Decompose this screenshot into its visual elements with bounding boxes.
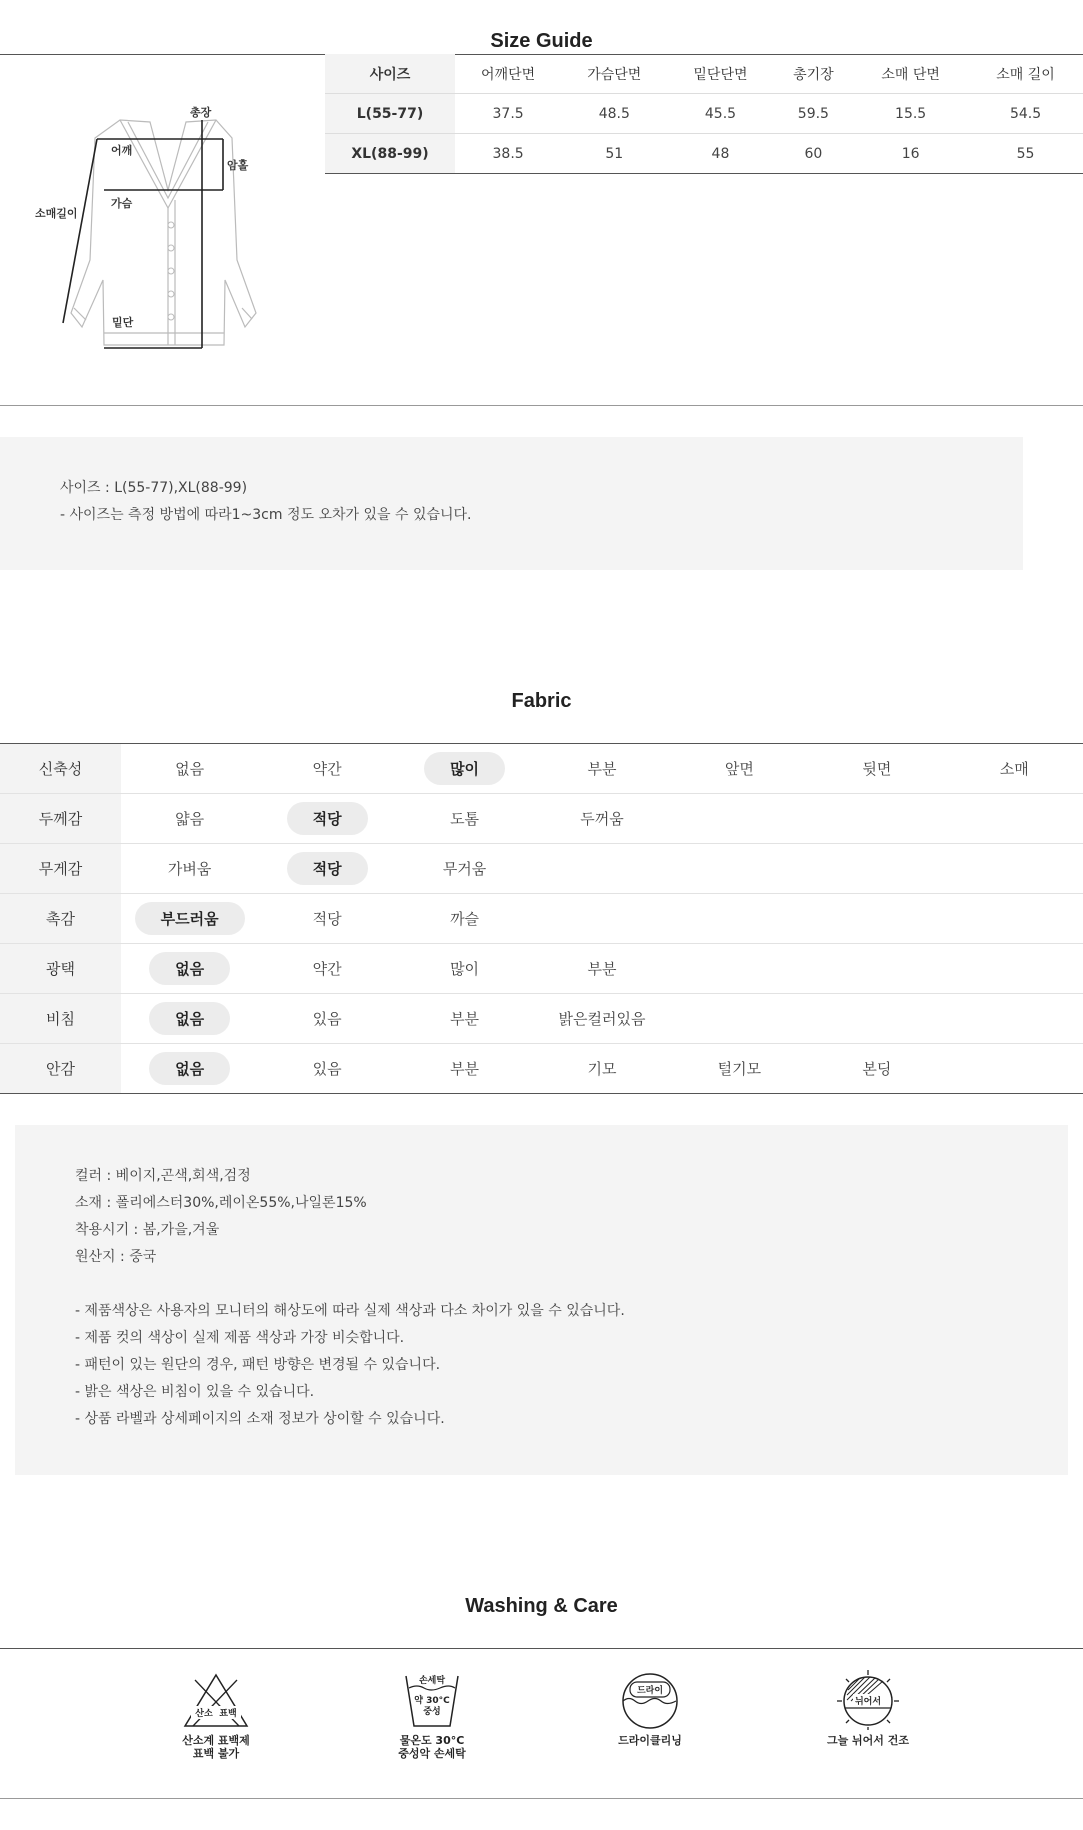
fabric-option: 앞면 <box>724 760 754 778</box>
label-armhole: 암홀 <box>227 159 249 172</box>
disclaimer-line: - 제품 컷의 색상이 실제 제품 색상과 가장 비슷합니다. <box>75 1330 405 1346</box>
fabric-info-line: 컬러 : 베이지,곤색,회색,검정 <box>75 1168 251 1184</box>
fabric-row-label: 안감 <box>0 1044 121 1094</box>
table-cell: 38.5 <box>455 134 561 174</box>
fabric-row-label: 신축성 <box>0 744 121 794</box>
label-shoulder: 어깨 <box>111 144 133 157</box>
fabric-option-cell <box>258 894 395 944</box>
header-sleeve-width: 소매 단면 <box>853 54 968 94</box>
table-cell: 60 <box>774 134 854 174</box>
fabric-option-cell <box>121 1044 258 1094</box>
header-chest: 가슴단면 <box>561 54 667 94</box>
fabric-info-line: 착용시기 : 봄,가을,겨울 <box>75 1222 220 1238</box>
size-table <box>325 54 1083 174</box>
label-total-length: 총장 <box>190 106 212 119</box>
divider <box>0 405 1083 406</box>
fabric-option-cell <box>808 744 945 794</box>
size-table-header <box>325 54 1083 94</box>
dry-clean-icon <box>615 1670 685 1730</box>
header-length: 총기장 <box>774 54 854 94</box>
fabric-option-cell <box>671 844 808 894</box>
fabric-row-label: 촉감 <box>0 894 121 944</box>
size-note-line: 사이즈 : L(55-77),XL(88-99) <box>60 480 248 496</box>
fabric-row-label: 무게감 <box>0 844 121 894</box>
flat-dry-shade-icon <box>833 1670 903 1730</box>
fabric-option-cell <box>121 744 258 794</box>
fabric-option-cell <box>121 894 258 944</box>
fabric-row <box>0 894 1083 944</box>
fabric-option-cell <box>946 794 1083 844</box>
fabric-option-selected: 적당 <box>287 852 368 885</box>
fabric-option-cell <box>808 844 945 894</box>
fabric-option-cell <box>533 794 670 844</box>
fabric-option-cell <box>533 1044 670 1094</box>
header-sleeve-length: 소매 길이 <box>968 54 1083 94</box>
fabric-option-cell <box>258 1044 395 1094</box>
icon-text: 약 30°C <box>414 1696 450 1706</box>
fabric-option: 있음 <box>312 1010 342 1028</box>
fabric-option-selected: 없음 <box>149 1052 230 1085</box>
icon-text: 중성 <box>423 1707 441 1717</box>
fabric-option-cell <box>121 844 258 894</box>
fabric-option-cell <box>946 944 1083 994</box>
fabric-option: 털기모 <box>717 1060 762 1078</box>
fabric-option: 약간 <box>312 760 342 778</box>
fabric-option: 소매 <box>999 760 1029 778</box>
icon-text: 드라이 <box>636 1686 664 1696</box>
fabric-option-cell <box>396 794 533 844</box>
table-cell: 48.5 <box>561 94 667 134</box>
table-row <box>325 134 1083 174</box>
header-size: 사이즈 <box>325 54 455 94</box>
fabric-option-selected: 부드러움 <box>135 902 245 935</box>
fabric-option-selected: 없음 <box>149 952 230 985</box>
garment-diagram <box>20 90 300 370</box>
fabric-option-cell <box>808 794 945 844</box>
fabric-option: 까슬 <box>450 910 480 928</box>
fabric-option-cell <box>946 844 1083 894</box>
fabric-option-cell <box>258 944 395 994</box>
fabric-option-selected: 많이 <box>424 752 505 785</box>
care-caption: 드라이클리닝 <box>618 1734 682 1747</box>
fabric-title: Fabric <box>511 690 572 712</box>
divider <box>0 1648 1083 1649</box>
table-cell: 48 <box>667 134 773 174</box>
fabric-row-label: 비침 <box>0 994 121 1044</box>
size-note-line: - 사이즈는 측정 방법에 따라1~3cm 정도 오차가 있을 수 있습니다. <box>60 507 472 523</box>
fabric-option-cell <box>671 794 808 844</box>
washing-title: Washing & Care <box>465 1595 618 1617</box>
fabric-option-cell <box>533 844 670 894</box>
fabric-option-cell <box>396 994 533 1044</box>
fabric-option: 적당 <box>312 910 342 928</box>
fabric-option: 밝은컬러있음 <box>558 1010 646 1028</box>
fabric-table <box>0 744 1083 1094</box>
fabric-option-cell <box>533 744 670 794</box>
fabric-option-cell <box>396 744 533 794</box>
fabric-option-cell <box>946 894 1083 944</box>
care-caption: 그늘 뉘어서 건조 <box>826 1734 910 1747</box>
size-guide-title: Size Guide <box>490 30 593 52</box>
spacer <box>75 1271 1068 1298</box>
fabric-option-cell <box>671 944 808 994</box>
fabric-option-cell <box>121 794 258 844</box>
fabric-option-cell <box>808 994 945 1044</box>
fabric-option: 무거움 <box>442 860 487 878</box>
fabric-option: 얇음 <box>175 810 205 828</box>
table-cell: 59.5 <box>774 94 854 134</box>
fabric-option-cell <box>396 844 533 894</box>
table-cell: 37.5 <box>455 94 561 134</box>
fabric-option: 본딩 <box>862 1060 892 1078</box>
fabric-option: 많이 <box>450 960 480 978</box>
fabric-option: 부분 <box>450 1010 480 1028</box>
disclaimer-line: - 밝은 색상은 비침이 있을 수 있습니다. <box>75 1384 315 1400</box>
size-notes <box>0 437 1023 570</box>
fabric-info-box <box>15 1125 1068 1475</box>
fabric-row <box>0 1044 1083 1094</box>
fabric-row <box>0 744 1083 794</box>
fabric-option-cell <box>258 794 395 844</box>
fabric-option: 기모 <box>587 1060 617 1078</box>
fabric-option: 없음 <box>175 760 205 778</box>
icon-text: 손세탁 <box>418 1676 446 1686</box>
fabric-option-cell <box>946 994 1083 1044</box>
label-chest: 가슴 <box>111 197 133 210</box>
fabric-option-cell <box>258 744 395 794</box>
fabric-option-cell <box>121 994 258 1044</box>
fabric-option-cell <box>396 1044 533 1094</box>
fabric-option: 부분 <box>587 960 617 978</box>
table-cell: 55 <box>968 134 1083 174</box>
fabric-option-cell <box>533 944 670 994</box>
care-caption: 산소계 표백제 <box>182 1734 250 1747</box>
fabric-option-cell <box>946 1044 1083 1094</box>
fabric-option-cell <box>946 744 1083 794</box>
fabric-option: 있음 <box>312 1060 342 1078</box>
fabric-info-line: 원산지 : 중국 <box>75 1249 157 1265</box>
no-bleach-icon <box>181 1670 251 1730</box>
care-caption: 물온도 30°C <box>399 1734 465 1747</box>
size-label: L(55-77) <box>325 94 455 134</box>
size-label: XL(88-99) <box>325 134 455 174</box>
table-cell: 16 <box>853 134 968 174</box>
fabric-option-cell <box>671 994 808 1044</box>
label-hem: 밑단 <box>112 316 134 329</box>
hand-wash-icon <box>397 1670 467 1730</box>
care-item-no-bleach <box>136 1670 296 1760</box>
label-sleeve-length: 소매길이 <box>35 207 78 220</box>
fabric-option: 약간 <box>312 960 342 978</box>
fabric-option-cell <box>808 894 945 944</box>
fabric-option: 부분 <box>450 1060 480 1078</box>
fabric-option-cell <box>396 894 533 944</box>
fabric-option-cell <box>671 1044 808 1094</box>
fabric-option-cell <box>396 944 533 994</box>
fabric-option-cell <box>671 894 808 944</box>
fabric-row <box>0 844 1083 894</box>
fabric-row <box>0 944 1083 994</box>
care-item-dry-clean <box>570 1670 730 1747</box>
icon-text: 표백 <box>219 1709 237 1719</box>
fabric-option: 가벼움 <box>167 860 212 878</box>
fabric-option: 두꺼움 <box>580 810 624 828</box>
table-cell: 51 <box>561 134 667 174</box>
disclaimer-line: - 제품색상은 사용자의 모니터의 해상도에 따라 실제 색상과 다소 차이가 있을 수 있습니다. <box>75 1303 625 1319</box>
fabric-info-line: 소재 : 폴리에스터30%,레이온55%,나일론15% <box>75 1195 367 1211</box>
fabric-option-selected: 적당 <box>287 802 368 835</box>
fabric-option: 뒷면 <box>862 760 892 778</box>
fabric-option: 부분 <box>587 760 617 778</box>
disclaimer-line: - 패턴이 있는 원단의 경우, 패턴 방향은 변경될 수 있습니다. <box>75 1357 441 1373</box>
disclaimer-line: - 상품 라벨과 상세페이지의 소재 정보가 상이할 수 있습니다. <box>75 1411 445 1427</box>
table-cell: 54.5 <box>968 94 1083 134</box>
fabric-option-cell <box>808 944 945 994</box>
fabric-row-label: 두께감 <box>0 794 121 844</box>
table-cell: 15.5 <box>853 94 968 134</box>
fabric-option-cell <box>258 994 395 1044</box>
fabric-option-cell <box>121 944 258 994</box>
care-item-flat-dry-shade <box>788 1670 948 1747</box>
table-cell: 45.5 <box>667 94 773 134</box>
icon-text: 산소 <box>195 1709 213 1719</box>
fabric-row <box>0 994 1083 1044</box>
care-item-hand-wash <box>352 1670 512 1760</box>
header-hem: 밑단단면 <box>667 54 773 94</box>
divider <box>0 1798 1083 1799</box>
care-caption: 표백 불가 <box>192 1747 240 1760</box>
fabric-option-cell <box>258 844 395 894</box>
fabric-option-cell <box>533 894 670 944</box>
table-row <box>325 94 1083 134</box>
icon-text: 뉘어서 <box>854 1697 882 1707</box>
fabric-option: 도톰 <box>450 810 480 828</box>
fabric-row-label: 광택 <box>0 944 121 994</box>
header-shoulder: 어깨단면 <box>455 54 561 94</box>
care-caption: 중성악 손세탁 <box>398 1747 466 1760</box>
fabric-option-selected: 없음 <box>149 1002 230 1035</box>
fabric-option-cell <box>808 1044 945 1094</box>
fabric-option-cell <box>533 994 670 1044</box>
fabric-option-cell <box>671 744 808 794</box>
fabric-row <box>0 794 1083 844</box>
